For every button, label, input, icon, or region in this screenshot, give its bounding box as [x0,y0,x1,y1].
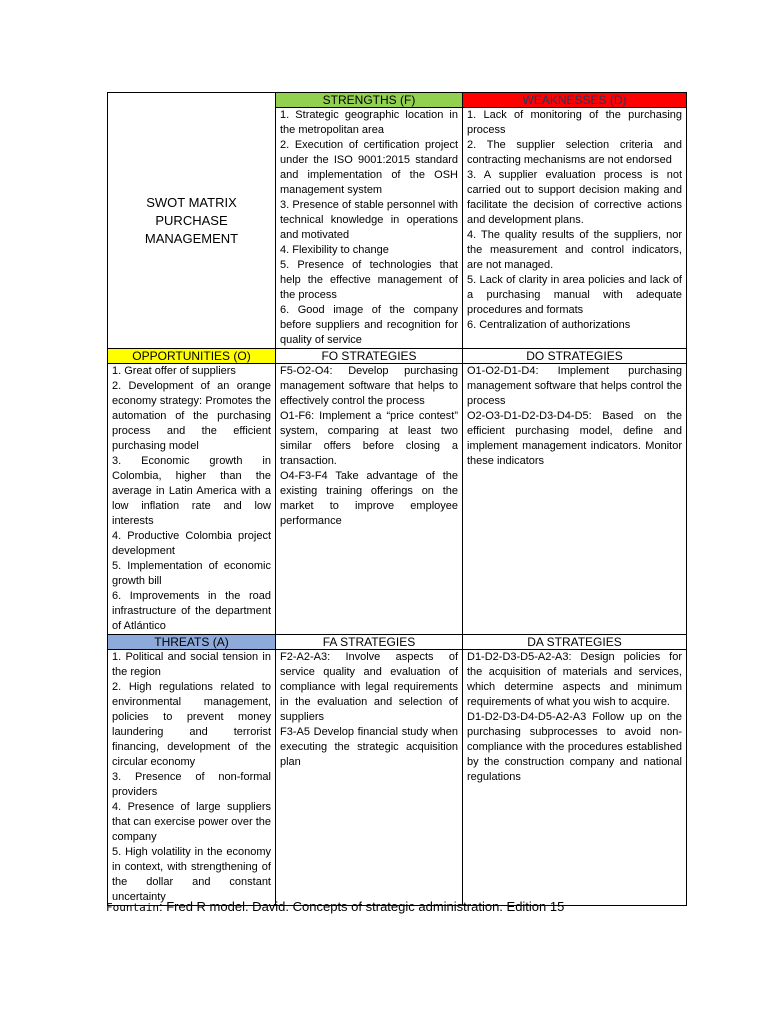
weakness-item: 6. Centralization of authorizations [467,319,631,331]
weakness-item: 5. Lack of clarity in area policies and lack of a purchasing manual with adequate procedures and formats [467,274,682,316]
title-line-2: PURCHASE [155,212,228,228]
strengths-header: STRENGTHS (F) [276,93,463,108]
da-strategies-header: DA STRATEGIES [463,635,687,650]
opportunity-item: 2. Development of an orange economy strategy: Promotes the automation of the purchasing process and the efficient purchasing model [112,380,271,452]
source-text: : Fred R model. David. Concepts of strategic administration. Edition 15 [158,899,565,914]
strengths-list [276,108,463,349]
weaknesses-list [463,108,687,349]
source-label: Fountain [106,901,159,914]
opportunity-item: 1. Great offer of suppliers [112,365,236,377]
threat-item: 3. Presence of non-formal providers [112,771,271,798]
fo-strategies-list [276,364,463,635]
matrix-title [108,93,276,349]
do-strategies-list [463,364,687,635]
fo-strategy-item: O4-F3-F4 Take advantage of the existing training offerings on the market to improve employee performance [280,470,458,527]
weakness-item: 1. Lack of monitoring of the purchasing process [467,109,682,136]
weakness-item: 4. The quality results of the suppliers, nor the measurement and control indicators, are not managed. [467,229,682,271]
fa-strategies-header: FA STRATEGIES [276,635,463,650]
da-strategies-list [463,650,687,906]
threat-item: 2. High regulations related to environmental management, policies to prevent money laundering and terrorist financing, development of the circular economy [112,681,271,768]
strength-item: 2. Execution of certification project under the ISO 9001:2015 standard and implementation of the OSH management system [280,139,458,196]
fa-strategy-item: F3-A5 Develop financial study when executing the strategic acquisition plan [280,726,458,768]
title-line-3: MANAGEMENT [144,230,239,246]
strength-item: 4. Flexibility to change [280,244,389,256]
strength-item: 3. Presence of stable personnel with technical knowledge in operations and motivated [280,199,458,241]
source-citation [106,899,564,914]
threat-item: 4. Presence of large suppliers that can exercise power over the company [112,801,271,843]
fo-strategy-item: O1-F6: Implement a “price contest” system, comparing at least two similar offers before closing a transaction. [280,410,458,467]
da-strategy-item: D1-D2-D3-D5-A2-A3: Design policies for the acquisition of materials and services, which determine aspects and minimum requirements of what you wish to acquire. [467,651,682,708]
opportunity-item: 3. Economic growth in Colombia, higher than the average in Latin America with a low inflation rate and low interests [112,455,271,527]
threat-item: 5. High volatility in the economy in context, with strengthening of the dollar and constant uncertainty [112,846,271,903]
fa-strategy-item: F2-A2-A3: Involve aspects of service quality and evaluation of compliance with legal requirements in the evaluation and selection of suppliers [280,651,458,723]
do-strategy-item: O2-O3-D1-D2-D3-D4-D5: Based on the efficient purchasing model, define and implement management indicators. Monitor these indicators [467,410,682,467]
da-strategy-item: D1-D2-D3-D4-D5-A2-A3 Follow up on the purchasing subprocesses to avoid non-compliance with the procedures established by the construction company and national regulations [467,711,682,783]
threats-list [108,650,276,906]
strength-item: 6. Good image of the company before suppliers and recognition for quality of service [280,304,458,346]
weaknesses-header: WEAKNESSES (D) [463,93,687,108]
title-line-1: SWOT MATRIX [146,194,237,210]
fo-strategies-header: FO STRATEGIES [276,349,463,364]
opportunity-item: 5. Implementation of economic growth bill [112,560,271,587]
fo-strategy-item: F5-O2-O4: Develop purchasing management software that helps to effectively control the process [280,365,458,407]
threat-item: 1. Political and social tension in the region [112,651,271,678]
opportunity-item: 6. Improvements in the road infrastructure of the department of Atlántico [112,590,271,632]
weakness-item: 3. A supplier evaluation process is not carried out to support decision making and facilitate the decision of corrective actions and development plans. [467,169,682,226]
fa-strategies-list [276,650,463,906]
do-strategy-item: O1-O2-D1-D4: Implement purchasing management software that helps control the process [467,365,682,407]
do-strategies-header: DO STRATEGIES [463,349,687,364]
threats-header: THREATS (A) [108,635,276,650]
swot-matrix-table [107,92,687,906]
opportunities-list [108,364,276,635]
weakness-item: 2. The supplier selection criteria and contracting mechanisms are not endorsed [467,139,682,166]
strength-item: 5. Presence of technologies that help the effective management of the process [280,259,458,301]
opportunity-item: 4. Productive Colombia project development [112,530,271,557]
strength-item: 1. Strategic geographic location in the metropolitan area [280,109,458,136]
opportunities-header: OPPORTUNITIES (O) [108,349,276,364]
